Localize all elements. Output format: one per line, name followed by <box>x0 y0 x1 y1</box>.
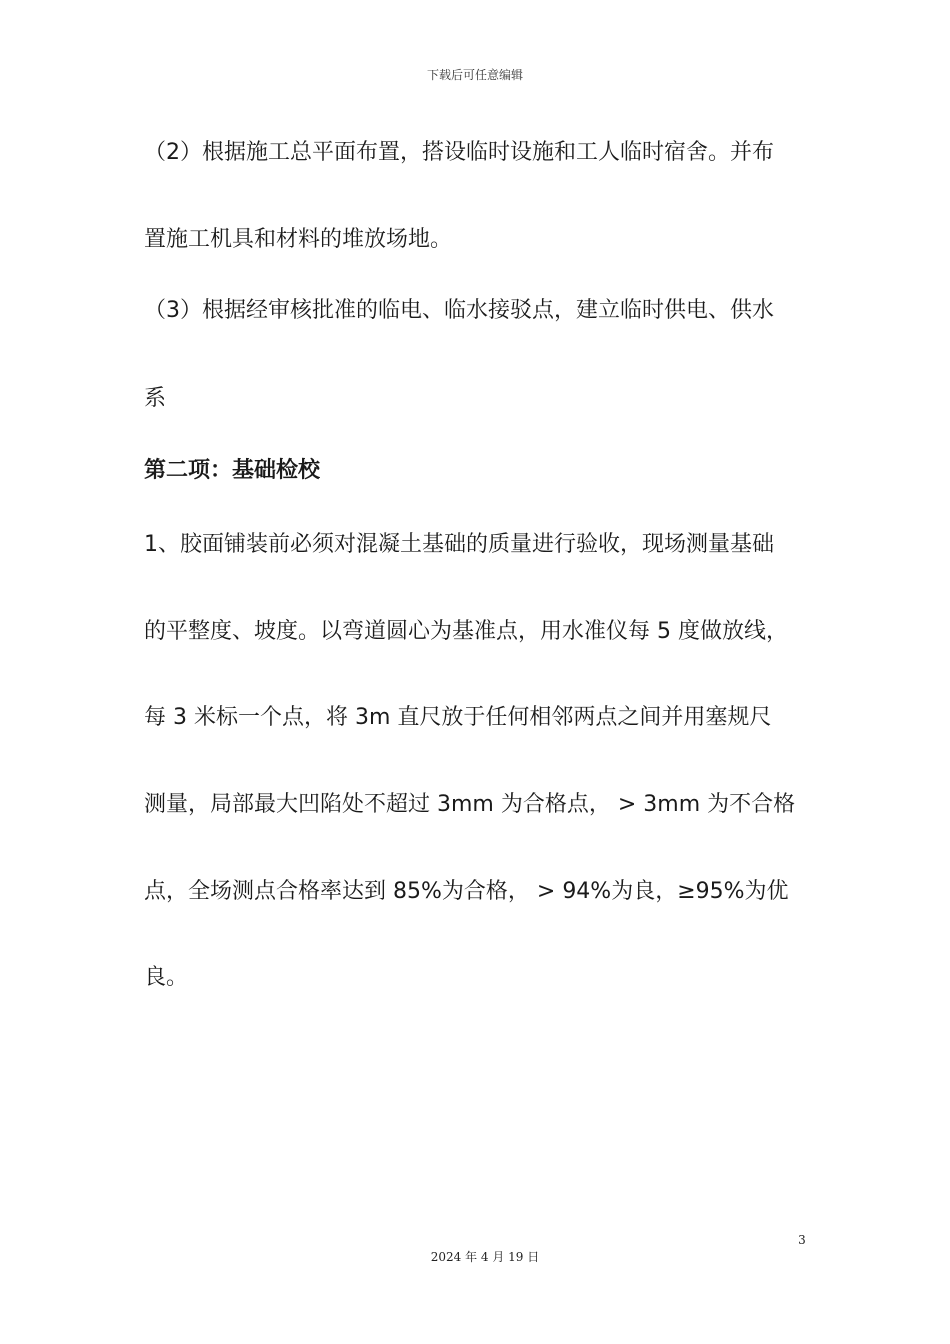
item-1-line-2: 的平整度、坡度。以弯道圆心为基准点，用水准仪每 5 度做放线， <box>144 619 788 644</box>
item-1-line-4: 测量，局部最大凹陷处不超过 3mm 为合格点， > 3mm 为不合格 <box>144 792 796 817</box>
paragraph-3-line-2: 系 <box>144 386 167 411</box>
paragraph-2-line-2: 置施工机具和材料的堆放场地。 <box>144 227 453 252</box>
page-header: 下载后可任意编辑 <box>426 68 523 82</box>
item-1-line-5: 点，全场测点合格率达到 85%为合格， > 94%为良，≥95%为优 <box>144 879 789 904</box>
page-number: 3 <box>798 1233 806 1247</box>
paragraph-2-line-1: （2）根据施工总平面布置，搭设临时设施和工人临时宿舍。并布 <box>144 140 774 165</box>
item-1-line-3: 每 3 米标一个点，将 3m 直尺放于任何相邻两点之间并用塞规尺 <box>144 705 772 730</box>
paragraph-3-line-1: （3）根据经审核批准的临电、临水接驳点，建立临时供电、供水 <box>144 298 774 323</box>
item-1-line-6: 良。 <box>144 965 189 990</box>
footer-date: 2024 年 4 月 19 日 <box>430 1250 540 1264</box>
item-1-line-1: 1、胶面铺装前必须对混凝土基础的质量进行验收，现场测量基础 <box>144 532 774 557</box>
section-heading: 第二项：基础检校 <box>144 458 321 483</box>
